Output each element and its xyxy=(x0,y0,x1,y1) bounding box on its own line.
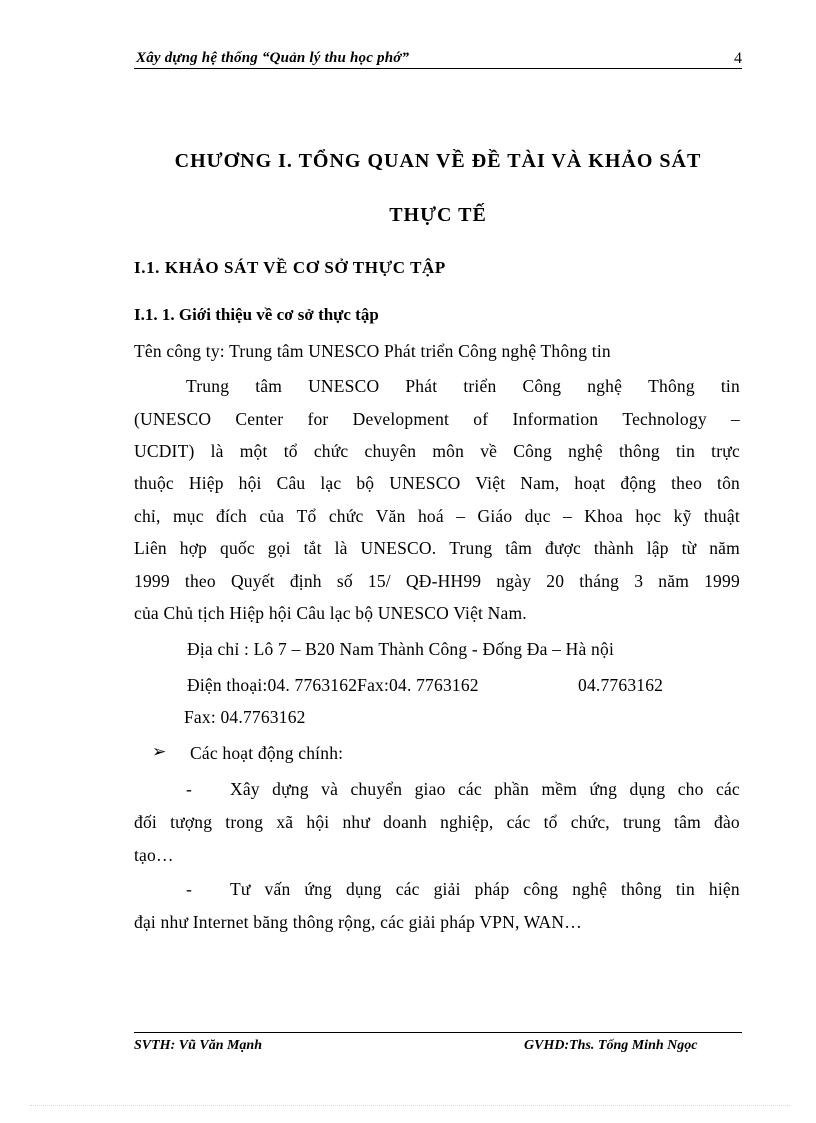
activities-label: Các hoạt động chính: xyxy=(190,743,344,763)
fax: Fax: 04.7763162 xyxy=(184,707,306,727)
arrow-bullet-icon: ➢ xyxy=(152,742,167,761)
section-heading: I.1. KHẢO SÁT VỀ CƠ SỞ THỰC TẬP xyxy=(134,258,446,277)
page-header xyxy=(134,50,742,69)
address: Địa chỉ : Lô 7 – B20 Nam Thành Công - Đống Đa – Hà nội xyxy=(187,639,615,659)
header-title: Xây dựng hệ thống “Quản lý thu học phớ” xyxy=(136,50,410,66)
phone-extra: 04.7763162 xyxy=(578,675,664,695)
footer-supervisor: GVHD:Ths. Tống Minh Ngọc xyxy=(524,1038,698,1053)
chapter-title-line2: THỰC TẾ xyxy=(389,204,487,226)
footer-student: SVTH: Vũ Văn Mạnh xyxy=(134,1038,262,1053)
paragraph-line: UCDIT) là một tổ chức chuyên môn về Công nghệ thông tin trực xyxy=(134,441,740,461)
paragraph-line: (UNESCO Center for Development of Information Technology – xyxy=(134,409,740,429)
activity-1-line: Xây dựng và chuyển giao các phần mềm ứng dụng cho các xyxy=(230,779,740,799)
page-edge-divider xyxy=(30,1105,790,1106)
paragraph-line: Trung tâm UNESCO Phát triển Công nghệ Thông tin xyxy=(186,376,740,396)
list-dash: - xyxy=(186,779,193,799)
subsection-heading: I.1. 1. Giới thiệu về cơ sở thực tập xyxy=(134,305,379,324)
list-dash: - xyxy=(186,879,193,899)
chapter-title-line1: CHƯƠNG I. TỔNG QUAN VỀ ĐỀ TÀI VÀ KHẢO SÁT xyxy=(174,150,702,172)
page-number: 4 xyxy=(734,50,742,67)
paragraph-line: Liên hợp quốc gọi tắt là UNESCO. Trung tâm được thành lập từ năm xyxy=(134,538,740,558)
paragraph-line: 1999 theo Quyết định số 15/ QĐ-HH99 ngày 20 tháng 3 năm 1999 xyxy=(134,571,740,591)
paragraph-line: thuộc Hiệp hội Câu lạc bộ UNESCO Việt Nam, hoạt động theo tôn xyxy=(134,473,740,493)
activity-1-line: tạo… xyxy=(134,845,174,865)
activity-1-line: đối tượng trong xã hội như doanh nghiệp, các tổ chức, trung tâm đào xyxy=(134,812,740,832)
activity-2-line: Tư vấn ứng dụng các giải pháp công nghệ thông tin hiện xyxy=(230,879,740,899)
paragraph-last-line: của Chủ tịch Hiệp hội Câu lạc bộ UNESCO Việt Nam. xyxy=(134,603,527,623)
company-name: Tên công ty: Trung tâm UNESCO Phát triển Công nghệ Thông tin xyxy=(134,341,611,361)
footer-divider xyxy=(134,1032,742,1033)
activity-2-line: đại như Internet băng thông rộng, các giải pháp VPN, WAN… xyxy=(134,912,582,932)
phone: Điện thoại:04. 7763162Fax:04. 7763162 xyxy=(187,675,479,695)
paragraph-line: chỉ, mục đích của Tổ chức Văn hoá – Giáo dục – Khoa học kỹ thuật xyxy=(134,506,740,526)
